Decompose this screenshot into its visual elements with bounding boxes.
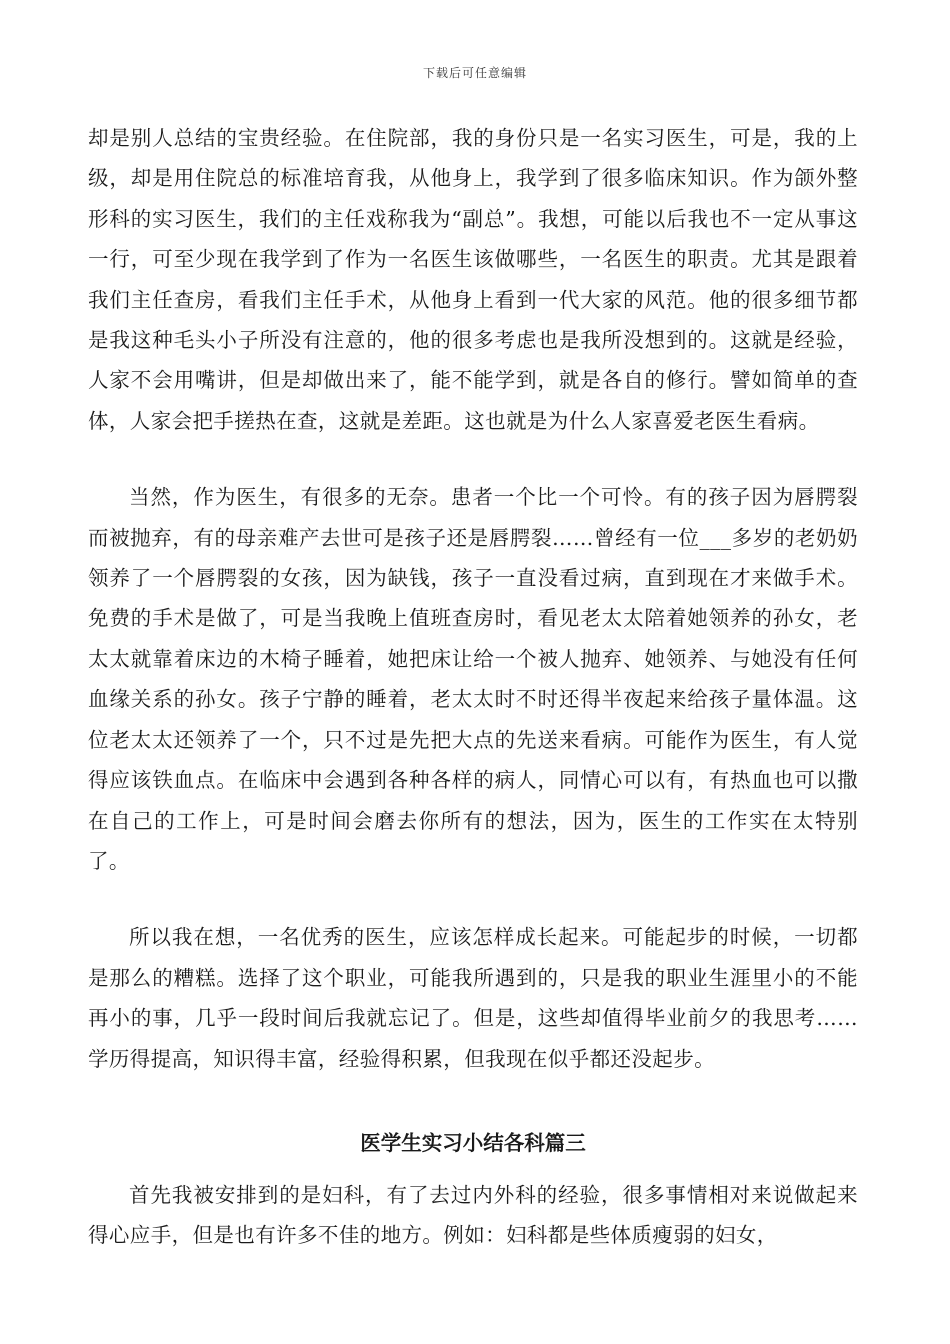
paragraph-3: 所以我在想，一名优秀的医生，应该怎样成长起来。可能起步的时候，一切都是那么的糟糕。选择了这个职业，可能我所遇到的，只是我的职业生涯里小的不能再小的事，几乎一段时间后我就忘记了。但是，这些却值得毕业前夕的我思考……学历得提高，知识得丰富，经验得积累，但我现在似乎都还没起步。 [88,925,858,1071]
paragraph-gap [88,881,858,917]
paragraph-gap [88,441,858,477]
document-body [88,118,858,1256]
paragraph-1: 却是别人总结的宝贵经验。在住院部，我的身份只是一名实习医生，可是，我的上级，却是用住院总的标准培育我，从他身上，我学到了很多临床知识。作为颌外整形科的实习医生，我们的主任戏称我为“副总”。我想，可能以后我也不一定从事这一行，可至少现在我学到了作为一名医生该做哪些，一名医生的职责。尤其是跟着我们主任查房，看我们主任手术，从他身上看到一代大家的风范。他的很多细节都是我这种毛头小子所没有注意的，他的很多考虑也是我所没想到的。这就是经验，人家不会用嘴讲，但是却做出来了，能不能学到，就是各自的修行。譬如简单的查体，人家会把手搓热在查，这就是差距。这也就是为什么人家喜爱老医生看病。 [88,126,858,433]
paragraph-2: 当然，作为医生，有很多的无奈。患者一个比一个可怜。有的孩子因为唇腭裂而被抛弃，有的母亲难产去世可是孩子还是唇腭裂……曾经有一位___多岁的老奶奶领养了一个唇腭裂的女孩，因为缺钱，孩子一直没看过病，直到现在才来做手术。免费的手术是做了，可是当我晚上值班查房时，看见老太太陪着她领养的孙女，老太太就靠着床边的木椅子睡着，她把床让给一个被人抛弃、她领养、与她没有任何血缘关系的孙女。孩子宁静的睡着，老太太时不时还得半夜起来给孩子量体温。这位老太太还领养了一个，只不过是先把大点的先送来看病。可能作为医生，有人觉得应该铁血点。在临床中会遇到各种各样的病人，同情心可以有，有热血也可以撒在自己的工作上，可是时间会磨去你所有的想法，因为，医生的工作实在太特别了。 [88,485,858,873]
section-heading: 医学生实习小结各科篇三 [360,1130,586,1155]
paragraph-gap [88,1079,858,1115]
paragraph-4: 首先我被安排到的是妇科，有了去过内外科的经验，很多事情相对来说做起来得心应手，但是也有许多不佳的地方。例如：妇科都是些体质瘦弱的妇女， [88,1182,858,1248]
page-header: 下载后可任意编辑 [422,66,527,80]
